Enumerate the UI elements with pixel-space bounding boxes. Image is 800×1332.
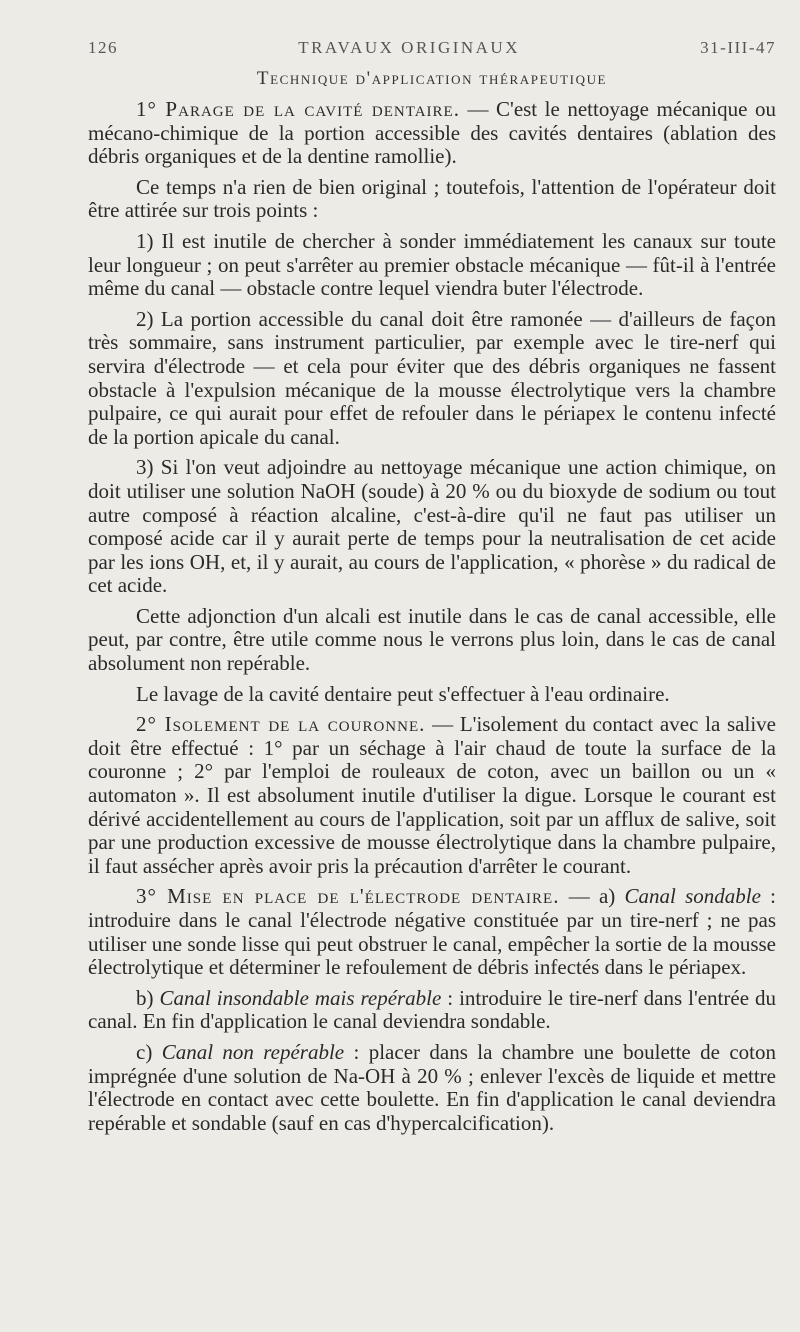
paragraph-11	[88, 1041, 776, 1135]
paragraph-9-text: : introduire dans le canal l'électrode négative constituée par un tire-nerf ; ne pas utiliser une sonde lisse qui peut obstruer le canal, empêcher la sortie de la mousse électrolytique et déterminer le refoulement de débris infectés dans le périapex.	[88, 884, 776, 980]
journal-title: TRAVAUX ORIGINAUX	[298, 38, 520, 57]
paragraph-11-text: : placer dans la chambre une boulette de coton imprégnée d'une solution de Na-OH à 20 % ; enlever l'excès de liquide et mettre l'électrode en contact avec cette boulette. En fin d'application le canal deviendra repérable et sondable (sauf en cas d'hypercalcification).	[88, 1039, 776, 1135]
paragraph-6: Cette adjonction d'un alcali est inutile dans le cas de canal accessible, elle peut, par contre, être utile comme nous le verrons plus loin, dans le cas de canal absolument non repérable.	[88, 603, 776, 676]
paragraph-1	[88, 98, 776, 169]
paragraph-11-italic: Canal non repérable	[161, 1039, 345, 1064]
paragraph-3: 1) Il est inutile de chercher à sonder immédiatement les canaux sur toute leur longueur ; on peut s'arrêter au premier obstacle mécanique — fût-il à l'entrée même du canal — obstacle contre lequel viendra buter l'électrode.	[88, 228, 776, 301]
paragraph-1-text: — C'est le nettoyage mécanique ou mécano-chimique de la portion accessible des cavités dentaires (ablation des débris organiques et de la dentine ramollie).	[88, 97, 776, 169]
paragraph-2: Ce temps n'a rien de bien original ; toutefois, l'attention de l'opérateur doit être attirée sur trois points :	[88, 174, 776, 223]
page-number: 126	[88, 38, 118, 57]
paragraph-10	[88, 987, 776, 1034]
paragraph-8	[88, 713, 776, 878]
paragraph-9	[88, 885, 776, 979]
subsection-heading-1: 1° Parage de la cavité dentaire.	[136, 97, 460, 121]
subsection-heading-2: 2° Isolement de la couronne.	[136, 712, 426, 737]
issue-date: 31-III-47	[700, 38, 776, 57]
running-header	[88, 38, 776, 58]
section-title: Technique d'application thérapeutique	[256, 68, 608, 89]
paragraph-8-text: — L'isolement du contact avec la salive doit être effectué : 1° par un séchage à l'air chaud de toute la surface de la couronne ; 2° par l'emploi de rouleaux de coton, avec un baillon ou un « automaton ». Il est absolument inutile d'utiliser la digue. Lorsque le courant est dérivé accidentellement au cours de l'application, soit par un afflux de salive, soit par une production excessive de mousse électrolytique dans la chambre pulpaire, il faut assécher après avoir pris la précaution d'arrêter le courant.	[88, 712, 776, 878]
paragraph-7: Le lavage de la cavité dentaire peut s'effectuer à l'eau ordinaire.	[136, 681, 670, 706]
paragraph-9-italic: Canal sondable	[624, 884, 761, 909]
paragraph-11-lead: c)	[136, 1039, 162, 1064]
paragraph-10-italic: Canal insondable mais repérable	[159, 985, 442, 1010]
paragraph-10-text: : introduire le tire-nerf dans l'entrée du canal. En fin d'application le canal deviendra sondable.	[88, 985, 776, 1034]
paragraph-9-lead: — a)	[559, 884, 625, 909]
paragraph-4: 2) La portion accessible du canal doit être ramonée — d'ailleurs de façon très sommaire, sans instrument particulier, par exemple avec le tire-nerf qui servira d'électrode — et cela pour éviter que des débris organiques ne fassent obstacle à l'expulsion mécanique de la mousse électrolytique vers la chambre pulpaire, ce qui aurait pour effet de refouler dans le périapex le contenu infecté de la portion apicale du canal.	[88, 306, 776, 449]
paragraph-10-lead: b)	[136, 985, 160, 1010]
subsection-heading-3: 3° Mise en place de l'électrode dentaire.	[136, 884, 560, 909]
paragraph-5: 3) Si l'on veut adjoindre au nettoyage mécanique une action chimique, on doit utiliser une solution NaOH (soude) à 20 % ou du bioxyde de sodium ou tout autre composé à réaction alcaline, c'est-à-dire qu'il ne faut pas utiliser un composé acide car il y aurait perte de temps pour la neutralisation de cet acide par les ions OH, et, il y aurait, au cours de l'application, « phorèse » du radical de cet acide.	[88, 455, 776, 598]
